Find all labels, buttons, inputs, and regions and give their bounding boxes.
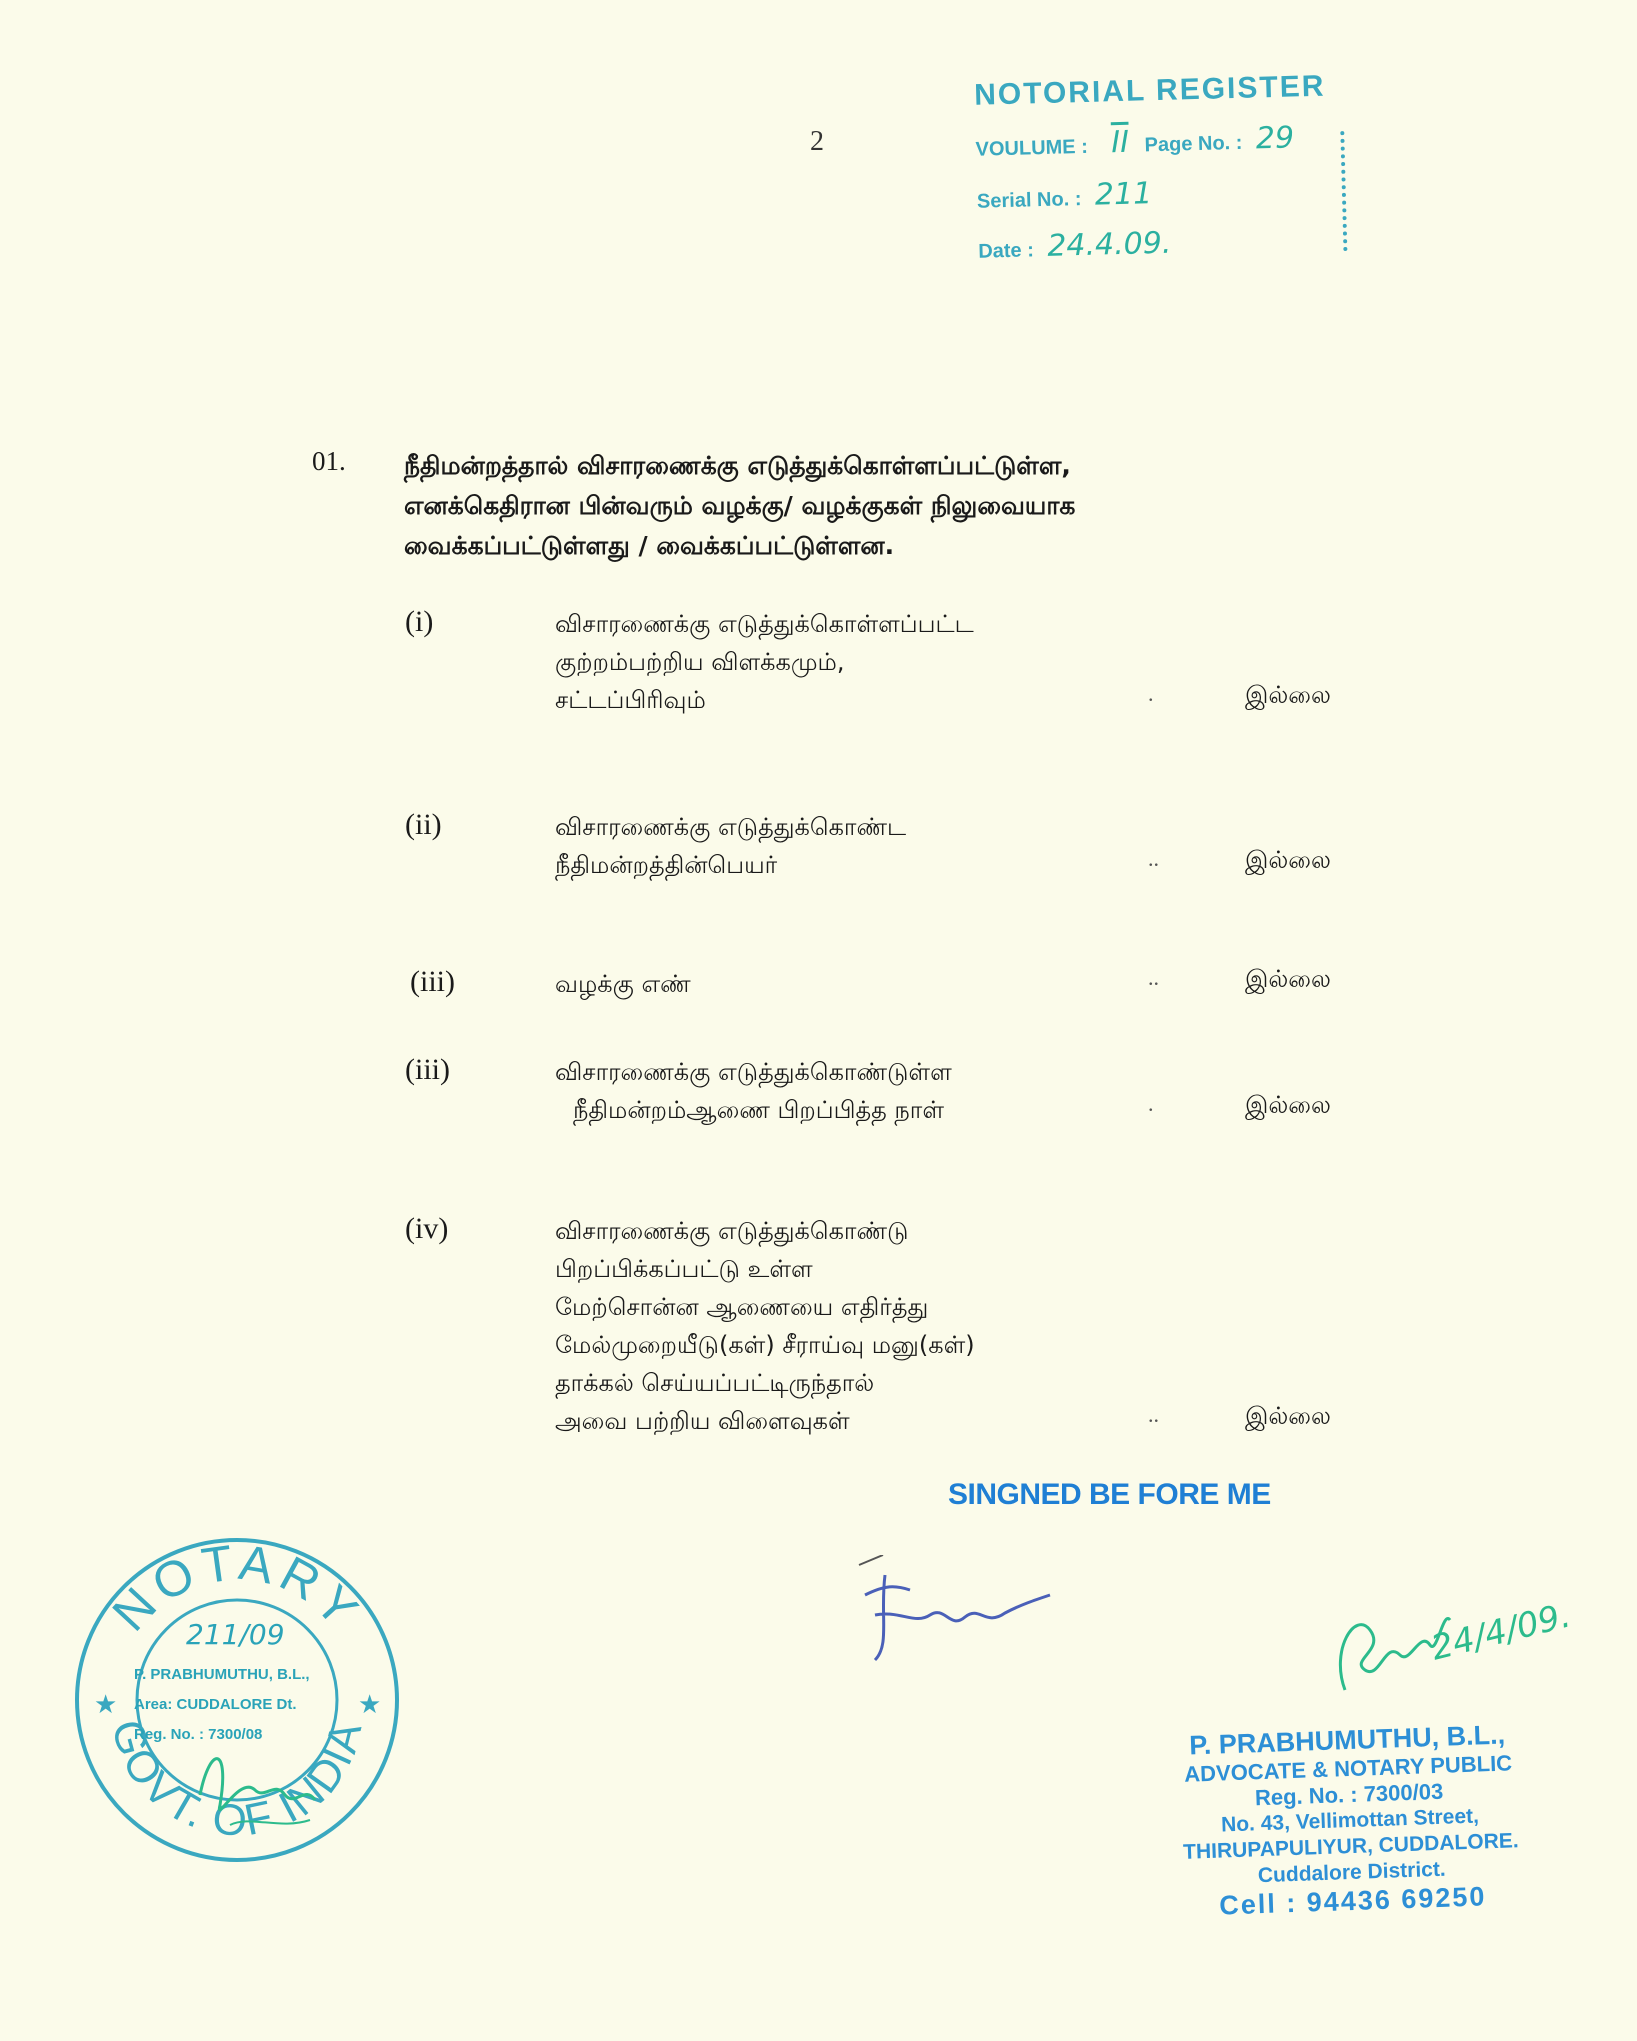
item-answer: இல்லை bbox=[1245, 846, 1331, 874]
item-text bbox=[555, 965, 1155, 1003]
item-line: வழக்கு எண் bbox=[555, 970, 691, 998]
date-label: Date : bbox=[978, 239, 1035, 263]
item-number: (iv) bbox=[405, 1212, 449, 1245]
signature-date: 24/4/09. bbox=[1427, 1595, 1575, 1669]
item-line: மேற்சொன்ன ஆணையை எதிர்த்து bbox=[555, 1293, 929, 1321]
leader-dots: . bbox=[1148, 1091, 1154, 1116]
item-number: (ii) bbox=[405, 808, 442, 841]
page-value: 29 bbox=[1255, 120, 1295, 157]
item-text bbox=[555, 605, 1155, 719]
seal-handwritten-number: 211/09 bbox=[186, 1618, 285, 1651]
leader-dots: .. bbox=[1148, 846, 1159, 871]
item-number: (i) bbox=[405, 605, 434, 638]
advocate-address-line: No. 43, Vellimottan Street, bbox=[1220, 1804, 1480, 1837]
seal-name: P. PRABHUMUTHU, B.L., bbox=[134, 1666, 310, 1683]
item-text bbox=[555, 1212, 1155, 1440]
item-number: (iii) bbox=[410, 965, 455, 998]
register-volume-row bbox=[975, 120, 1294, 163]
advocate-title: ADVOCATE & NOTARY PUBLIC bbox=[1183, 1750, 1513, 1787]
page-number: 2 bbox=[810, 126, 824, 157]
item-line: மேல்முறையீடு(கள்) சீராய்வு மனு(கள்) bbox=[555, 1331, 975, 1359]
advocate-name: P. PRABHUMUTHU, B.L., bbox=[1188, 1719, 1506, 1761]
item-line: நீதிமன்றத்தின்பெயர் bbox=[555, 851, 778, 879]
seal-reg: Reg. No. : 7300/08 bbox=[134, 1726, 263, 1743]
advocate-reg: Reg. No. : 7300/03 bbox=[1254, 1778, 1444, 1811]
stamp-edge-decoration bbox=[1322, 131, 1347, 252]
item-line: நீதிமன்றம்ஆணை பிறப்பித்த நாள் bbox=[573, 1096, 944, 1124]
star-icon: ★ bbox=[94, 1690, 118, 1720]
item-line: விசாரணைக்கு எடுத்துக்கொண்டு bbox=[555, 1217, 909, 1245]
item-answer: இல்லை bbox=[1245, 1402, 1331, 1430]
item-answer: இல்லை bbox=[1245, 1091, 1331, 1119]
seal-ring-bottom: GOVT. OF INDIA bbox=[101, 1714, 372, 1846]
item-answer: இல்லை bbox=[1245, 681, 1331, 709]
paragraph-line: நீதிமன்றத்தால் விசாரணைக்கு எடுத்துக்கொள்ளப்பட்டுள்ள, bbox=[404, 451, 1071, 480]
date-value: 24.4.09. bbox=[1046, 225, 1172, 264]
item-line: பிறப்பிக்கப்பட்டு உள்ள bbox=[555, 1255, 813, 1283]
signed-before-me-stamp: SINGNED BE FORE ME bbox=[948, 1478, 1271, 1511]
item-line: விசாரணைக்கு எடுத்துக்கொண்ட bbox=[555, 813, 907, 841]
register-date-row bbox=[978, 226, 1172, 266]
paragraph-line: எனக்கெதிரான பின்வரும் வழக்கு/ வழக்குகள் நிலுவையாக bbox=[404, 491, 1076, 520]
seal-signature-scribble bbox=[190, 1735, 320, 1835]
item-line: சட்டப்பிரிவும் bbox=[555, 686, 706, 714]
item-line: குற்றம்பற்றிய விளக்கமும், bbox=[555, 648, 845, 676]
advocate-address-line: THIRUPAPULIYUR, CUDDALORE. bbox=[1182, 1829, 1520, 1864]
item-text bbox=[555, 1053, 1155, 1129]
paragraph-text bbox=[404, 446, 1384, 566]
seal-area: Area: CUDDALORE Dt. bbox=[134, 1696, 297, 1713]
item-line: அவை பற்றிய விளைவுகள் bbox=[555, 1407, 850, 1435]
item-answer: இல்லை bbox=[1245, 965, 1331, 993]
advocate-district: Cuddalore District. bbox=[1257, 1857, 1447, 1888]
leader-dots: .. bbox=[1148, 1402, 1159, 1427]
paragraph-line: வைக்கப்பட்டுள்ளது / வைக்கப்பட்டுள்ளன. bbox=[404, 531, 895, 560]
register-serial-row bbox=[976, 176, 1152, 216]
leader-dots: .. bbox=[1148, 965, 1159, 990]
serial-value: 211 bbox=[1094, 176, 1153, 213]
serial-label: Serial No. : bbox=[976, 188, 1082, 213]
item-text bbox=[555, 808, 1155, 884]
item-line: விசாரணைக்கு எடுத்துக்கொண்டுள்ள bbox=[555, 1058, 952, 1086]
page-label: Page No. : bbox=[1144, 131, 1243, 157]
star-icon: ★ bbox=[358, 1690, 382, 1720]
deponent-signature bbox=[855, 1555, 1055, 1665]
seal-ring-top: NOTARY bbox=[101, 1535, 373, 1642]
volume-label: VOULUME : bbox=[975, 135, 1089, 161]
volume-value: $\overline{II}$ bbox=[1110, 124, 1130, 161]
item-number: (iii) bbox=[405, 1053, 450, 1086]
register-stamp-title: NOTORIAL REGISTER bbox=[973, 69, 1326, 112]
advocate-stamp bbox=[1127, 1717, 1573, 1924]
leader-dots: . bbox=[1148, 681, 1154, 706]
item-line: விசாரணைக்கு எடுத்துக்கொள்ளப்பட்ட bbox=[555, 610, 974, 638]
notorial-register-stamp bbox=[966, 61, 1351, 264]
advocate-cell: Cell : 94436 69250 bbox=[1218, 1881, 1487, 1921]
paragraph-number: 01. bbox=[312, 446, 346, 476]
item-line: தாக்கல் செய்யப்பட்டிருந்தால் bbox=[555, 1369, 875, 1397]
